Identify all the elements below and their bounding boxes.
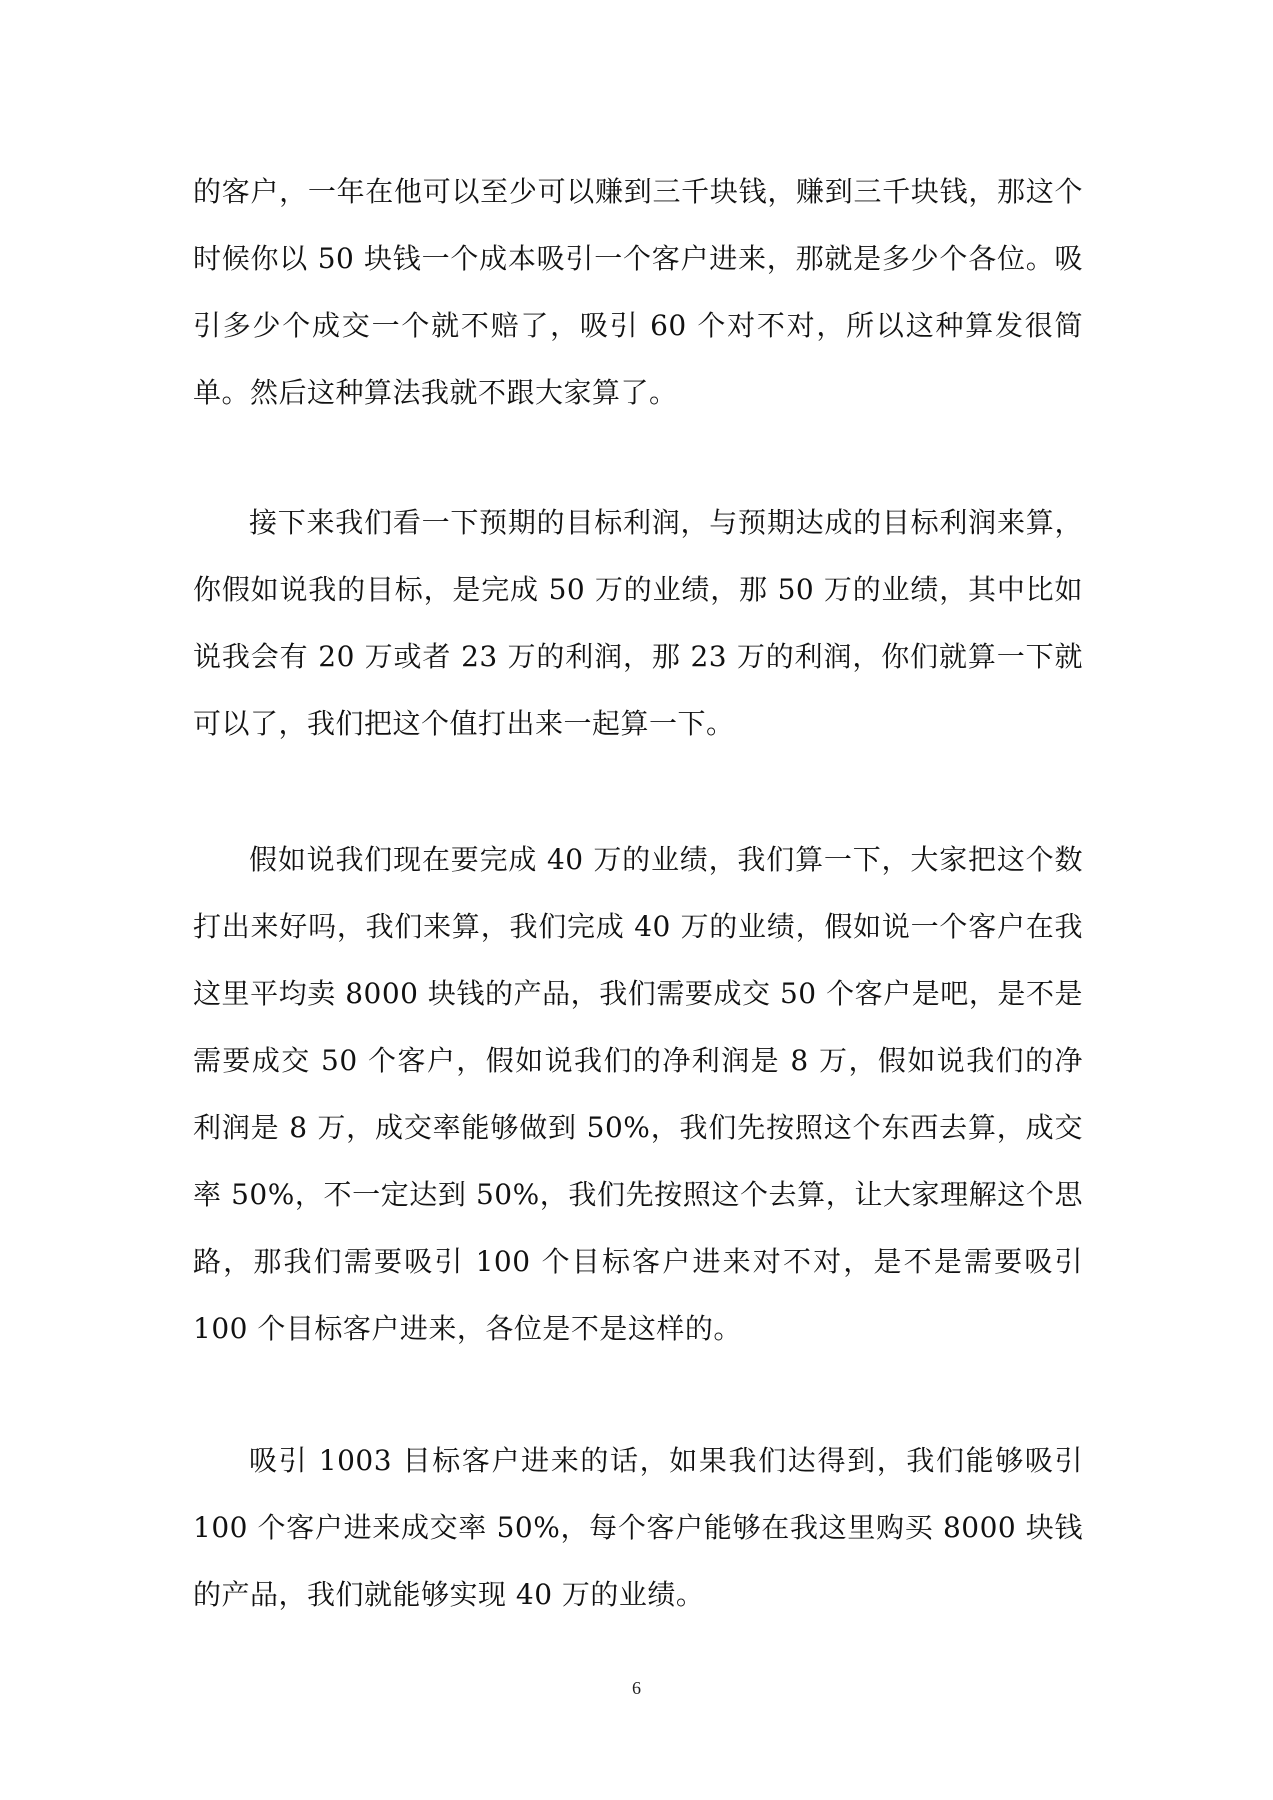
- page-number: 6: [632, 1678, 641, 1698]
- paragraph-2: 接下来我们看一下预期的目标利润，与预期达成的目标利润来算，你假如说我的目标，是完成 50 万的业绩，那 50 万的业绩，其中比如说我会有 20 万或者 23 万的利润，那 23 万的利润，你们就算一下就可以了，我们把这个值打出来一起算一下。: [193, 506, 1083, 740]
- paragraph-4: 吸引 1003 目标客户进来的话，如果我们达得到，我们能够吸引 100 个客户进来成交率 50%，每个客户能够在我这里购买 8000 块钱的产品，我们就能够实现 40 万的业绩。: [193, 1444, 1083, 1611]
- paragraph-1: 的客户，一年在他可以至少可以赚到三千块钱，赚到三千块钱，那这个时候你以 50 块钱一个成本吸引一个客户进来，那就是多少个各位。吸引多少个成交一个就不赔了，吸引 60 个对不对，所以这种算发很简单。然后这种算法我就不跟大家算了。: [193, 175, 1083, 409]
- paragraph-3: 假如说我们现在要完成 40 万的业绩，我们算一下，大家把这个数打出来好吗，我们来算，我们完成 40 万的业绩，假如说一个客户在我这里平均卖 8000 块钱的产品，我们需要成交 50 个客户是吧，是不是需要成交 50 个客户，假如说我们的净利润是 8 万，假如说我们的净利润是 8 万，成交率能够做到 50%，我们先按照这个东西去算，成交率 50%，不一定达到 50%，我们先按照这个去算，让大家理解这个思路，那我们需要吸引 100 个目标客户进来对不对，是不是需要吸引 100 个目标客户进来，各位是不是这样的。: [193, 843, 1083, 1345]
